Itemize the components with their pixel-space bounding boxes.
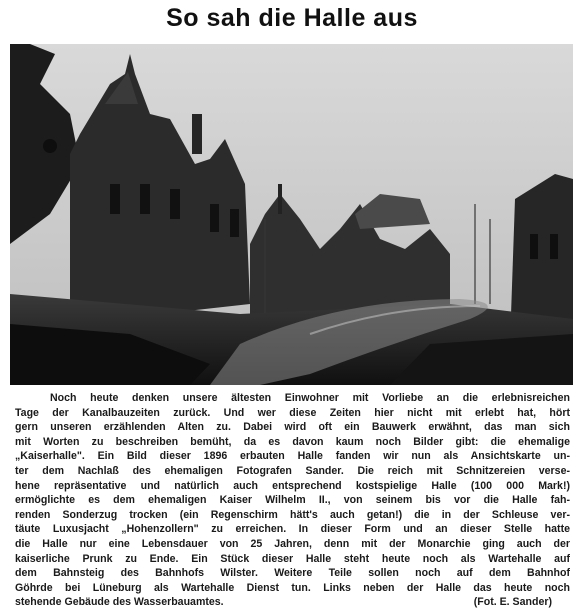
article-line: täute Luxusjacht „Hohenzollern" zu erreichen. In dieser Form und an dieser Stelle hatte xyxy=(15,523,570,536)
article-line: dem Bahnsteig des Bahnhofs Wilster. Weitere Teile sollen noch auf dem Bahnhof xyxy=(15,567,570,580)
article-line: „Kaiserhalle". Ein Bild dieser 1896 erbauten Halle fanden wir nun als Ansichtskarte un- xyxy=(15,450,570,463)
article-line: Tage der Kanalbauzeiten zurück. Und wer diese Zeiten hier nicht mit erlebt hat, hört xyxy=(15,406,570,419)
article-body xyxy=(15,391,570,610)
article-line: Göhrde bei Lüneburg als Wartehalle Dienst tun. Links neben der Halle das heute noch xyxy=(15,581,570,594)
article-line: ter dem Nachlaß des ehemaligen Fotografen Sander. Die reich mit Schnitzereien verse- xyxy=(15,464,570,477)
article-line: kaiserliche Prunk zu Ende. Ein Stück dieser Halle steht heute noch als Wartehalle auf xyxy=(15,552,570,565)
headline: So sah die Halle aus xyxy=(166,4,418,32)
article-line: hene repräsentative und natürlich auch entsprechend kostspielige Halle (100 000 Mark!) xyxy=(15,479,570,492)
article-line: mit Worten zu beschreiben bemüht, da es davon kaum noch Bilder gibt: die ehemalige xyxy=(15,435,570,448)
photo-illustration xyxy=(10,44,573,385)
article-line: die Halle nur eine Lebensdauer von 25 Jahren, denn mit der Monarchie ging auch der xyxy=(15,537,570,550)
article-line: Noch heute denken unsere ältesten Einwohner mit Vorliebe an die erlebnisreichen xyxy=(50,392,570,404)
historic-photo-image xyxy=(10,44,573,385)
article-line: ermöglichte es dem ehemaligen Kaiser Wilhelm II., von seinem bis vor die Halle fah- xyxy=(15,494,570,507)
article-line: gern unseren erzählenden Alten zu. Dabei wird oft ein Bauwerk erwähnt, das man sich xyxy=(15,421,570,434)
article-last-line xyxy=(15,595,570,610)
article-line: renden Sonderzug trocken (ein Regenschirm hätt's auch getan!) die in der Schleuse ver- xyxy=(15,508,570,521)
photo-credit: (Fot. E. Sander) xyxy=(473,596,552,609)
article-line: stehende Gebäude des Wasserbauamtes. xyxy=(15,596,224,609)
